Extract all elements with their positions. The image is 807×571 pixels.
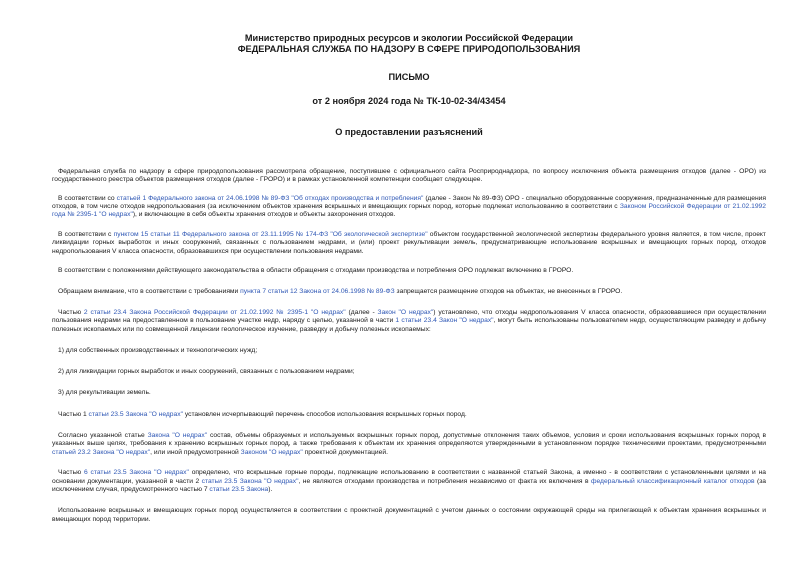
paragraph-oro-definition: В соответствии со статьей 1 Федерального закона от 24.06.1998 № 89-ФЗ "Об отходах производства и потребления" (далее - Закон № 89-ФЗ) ОРО - специально оборудованные сооружения, предназначенные для размещения отходов, в том числе отходов недропользования (за исключением объектов хранения вскрышных и вмещающих горных пород, которые подлежат использованию в соответствии с Законом Российской Федерации от 21.02.1992 года № 2395-1 "О недрах"), и включающие в себя объекты хранения отходов и объекты захоронения отходов. [52,194,766,219]
link-article-23-5-part-2[interactable]: статьи 23.5 Закона "О недрах" [201,477,299,485]
paragraph-not-waste: Частью 6 статьи 23.5 Закона "О недрах" определено, что вскрышные горные породы, подлежащие использованию в соответствии с названной статьей Закона, а именно - в соответствии с установленными целями и на основании документации, указанной в части 2 статьи 23.5 Закона "О недрах", не являются отходами производства и потребления независимо от факта их включения в федеральный классификационный каталог отходов (за исключением случая, предусмотренного частью 7 статьи 23.5 Закона). [52,469,767,494]
paragraph-intro: Федеральная служба по надзору в сфере природопользования рассмотрела обращение, поступившее с официального сайта Росприроднадзора, по вопросу исключения объекта размещения отходов (далее - ОРО) из государственного реестра объектов размещения отходов (далее - ГРОРО) и в рамках установленной компетенции сообщает следующее. [52,168,766,184]
link-law-89fz-article-12[interactable]: пункта 7 статьи 12 Закона от 24.06.1998 № 89-ФЗ [240,288,395,296]
link-law-subsoil-b[interactable]: Законом "О недрах" [240,448,303,456]
paragraph-overburden-rules: Согласно указанной статье Закона "О недрах" состав, объемы образуемых и используемых вскрышных горных пород, допустимые отклонения таких объемов, условия и сроки использования вскрышных горных пород в указанных выше целях, требования к хранению вскрышных горных пород, а также требования к объектам их хранения определяются утвержденными в установленном порядке техническими проектами, предусмотренными статьей 23.2 Закона "О недрах", или иной предусмотренной Законом "О недрах" проектной документацией. [52,432,766,456]
link-law-89fz-article-1[interactable]: статьей 1 Федерального закона от 24.06.1998 № 89-ФЗ "Об отходах производства и потребления" [116,194,424,202]
link-law-174fz[interactable]: пунктом 15 статьи 11 Федерального закона от 23.11.1995 № 174-ФЗ "Об экологической экспертизе" [113,230,428,238]
link-article-23-4-part-1[interactable]: 1 статьи 23.4 Закон "О недрах" [395,317,494,325]
ministry-name: Министерство природных ресурсов и экологии Российской Федерации [244,33,574,43]
paragraph-waste-usage: Частью 2 статьи 23.4 Закона Российской Федерации от 21.02.1992 № 2395-1 "О недрах" (далее - Закон "О недрах") установлено, что отходы недропользования V класса опасности, образовавшиеся при осуществлении пользования недрами на предоставленном в пользование участке недр, наряду с целью, указанной в части 1 статьи 23.4 Закон "О недрах", могут быть использованы пользователем недр, осуществляющим разведку и добычу полезных ископаемых или по совмещенной лицензии геологическое изучение, разведку и добычу полезных ископаемых: [52,308,766,333]
document-subject: О предоставлении разъяснений [335,127,483,137]
link-article-23-4-part-2[interactable]: 2 статьи 23.4 Закона Российской Федерации от 21.02.1992 № 2395-1 "О недрах" [83,308,346,316]
link-article-23-5[interactable]: статьи 23.5 Закона "О недрах" [88,410,183,418]
list-item-1: 1) для собственных производственных и технологических нужд; [58,346,258,354]
paragraph-attention: Обращаем внимание, что в соответствии с требованиями пункта 7 статьи 12 Закона от 24.06.1998 № 89-ФЗ запрещается размещение отходов на объектах, не внесенных в ГРОРО. [58,288,623,296]
link-waste-catalog[interactable]: федеральный классификационный каталог отходов [590,477,755,485]
service-name: ФЕДЕРАЛЬНАЯ СЛУЖБА ПО НАДЗОРУ В СФЕРЕ ПРИРОДОПОЛЬЗОВАНИЯ [237,44,581,54]
link-law-subsoil-a[interactable]: Закона "О недрах" [147,432,208,440]
list-item-3: 3) для рекультивации земель. [58,389,151,397]
paragraph-final: Использование вскрышных и вмещающих горных пород осуществляется в соответствии с проектной документацией с учетом данных о состоянии окружающей среды на прилегающей к объектам хранения вскрышных и вмещающих пород территории. [52,507,766,523]
link-article-23-2[interactable]: статьей 23.2 Закона "О недрах" [52,448,151,456]
paragraph-article-23-5: Частью 1 статьи 23.5 Закона "О недрах" установлен исчерпывающий перечень способов использования вскрышных горных пород. [58,410,467,418]
paragraph-eco-expertise: В соответствии с пунктом 15 статьи 11 Федерального закона от 23.11.1995 № 174-ФЗ "Об экологической экспертизе" объектом государственной экологической экспертизы федерального уровня является, в том числе, проект ликвидации горных выработок и иных сооружений, связанных с пользованием недрами, и (или) проект рекультивации земель, предусматривающие использование вскрышных и вмещающих горных пород, отходов недропользования V класса опасности, образовавшихся при осуществлении пользования недрами. [52,230,767,255]
document-date-number: от 2 ноября 2024 года № ТК-10-02-34/43454 [312,96,506,106]
link-law-subsoil-short[interactable]: Закон "О недрах" [377,308,434,316]
link-law-on-subsoil[interactable]: Законом Российской Федерации от 21.02.1992 года № 2395-1 "О недрах" [52,202,766,219]
document-type: ПИСЬМО [388,72,430,82]
link-article-23-5-part-6[interactable]: 6 статьи 23.5 Закона "О недрах" [83,469,189,477]
paragraph-groro-inclusion: В соответствии с положениями действующего законодательства в области обращения с отходами производства и потребления ОРО подлежат включению в ГРОРО. [58,267,574,275]
list-item-2: 2) для ликвидации горных выработок и иных сооружений, связанных с пользованием недрами; [58,368,355,376]
link-article-23-5-law[interactable]: статьи 23.5 Закона [209,486,269,494]
letter-body [52,168,766,524]
